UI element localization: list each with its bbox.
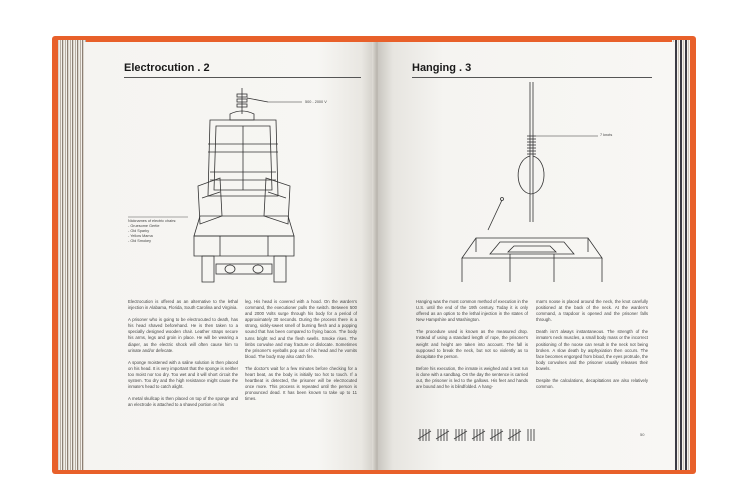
right-column-2 — [536, 299, 648, 396]
page-number: 50 — [640, 432, 645, 437]
electric-chair-illustration — [190, 86, 350, 286]
left-title-rule — [124, 77, 361, 78]
paragraph: man's noose is placed around the neck, the knot carefully positioned at the back of the neck. At the warden's command, a trapdoor is opened and the prisoner falls through. — [536, 299, 648, 323]
page-edges-left — [58, 40, 86, 470]
nickname-item: - Yellow Mama — [128, 234, 153, 238]
nickname-item: - Gruesome Gertie — [128, 224, 160, 228]
paragraph: Despite the calculations, decapitations are also relatively common. — [536, 378, 648, 390]
left-page-title: Electrocution . 2 — [124, 62, 210, 74]
left-column-2 — [245, 299, 357, 409]
page-edges-right — [672, 40, 690, 470]
nicknames-list — [128, 219, 176, 244]
paragraph: A sponge moistened with a saline solution is then placed on his head. It is very important that the sponge is neither too moist nor too dry. Too wet and it will short circuit the system. Too dry and the high resistance might cause the inmate's head to catch alight. — [128, 359, 238, 390]
nickname-item: - Old Sparky — [128, 229, 150, 233]
paragraph: leg. His head is covered with a hood. On the warden's command, the executioner pulls the switch. Between 500 and 2000 Volts surge through his body for a period of approximately 30 seconds. During the process there is a strong, sickly-sweet smell of burning flesh and a popping sound that has been compared to frying bacon. The body turns bright red and the flesh swells. Smoke rises. The limbs convulse and may fracture or dislocate. Sometimes the prisoner's eyeballs pop out of his head and he vomits blood. The body may also catch fire. — [245, 299, 357, 359]
paragraph: A prisoner who is going to be electrocuted to death, has his head shaved beforehand. He is then taken to a specially designed wooden chair. Leather straps secure his arms, legs and groin in place. He will be wearing a diaper, as the electric shock will often cause him to urinate and/or defecate. — [128, 317, 238, 353]
paragraph: Death isn't always instantaneous. The strength of the inmate's neck muscles, a small body mass or the incorrect positioning of the noose can result in the neck not being broken. A slow death by asphyxiation then occurs. The face becomes engorged from blood, the eyes protrude, the body convulses and the prisoner usually releases their bowels. — [536, 329, 648, 371]
paragraph: A metal skullcap is then placed on top of the sponge and an electrode is attached to a shaved portion on his — [128, 396, 238, 408]
paragraph: Electrocution is offered as an alternative to the lethal injection in Alabama, Florida, South Carolina and Virginia. — [128, 299, 238, 311]
tally-group — [418, 429, 431, 441]
nicknames-heading: Nicknames of electric chairs: — [128, 219, 177, 223]
paragraph: Hanging was the most common method of execution in the U.S. until the end of the 19th century. Today it is only offered as an option to the lethal injection in the states of New Hampshire and Washington. — [416, 299, 528, 323]
right-column-1 — [416, 299, 528, 396]
nickname-item: - Old Smokey — [128, 239, 151, 243]
left-column-1 — [128, 299, 238, 414]
right-title-rule — [412, 77, 652, 78]
right-page-title: Hanging . 3 — [412, 62, 472, 74]
knot-label: 7 knots — [600, 133, 613, 137]
paragraph: Before his execution, the inmate is weighed and a test run is done with a sandbag. On the day the sentence is carried out, the prisoner is led to the gallows. His feet and hands are bound and he is blindfolded. A hang- — [416, 365, 528, 390]
tally-marks — [418, 427, 538, 443]
voltage-label: 500 - 2000 V — [305, 100, 327, 104]
paragraph: The doctor's wait for a few minutes before checking for a heart beat, as the body is initially too hot to touch. If a heartbeat is detected, the prisoner will be electrocuted once more. This process is repeated until the person is pronounced dead. It has been known to take up to 11 times. — [245, 365, 357, 402]
gallows-illustration — [470, 82, 620, 292]
paragraph: The procedure used is known as the measured drop. Instead of using a standard length of rope, the prisoner's weight and height are taken into account. The fall is supposed to break the neck, but not so violently as to decapitate the person. — [416, 329, 528, 359]
